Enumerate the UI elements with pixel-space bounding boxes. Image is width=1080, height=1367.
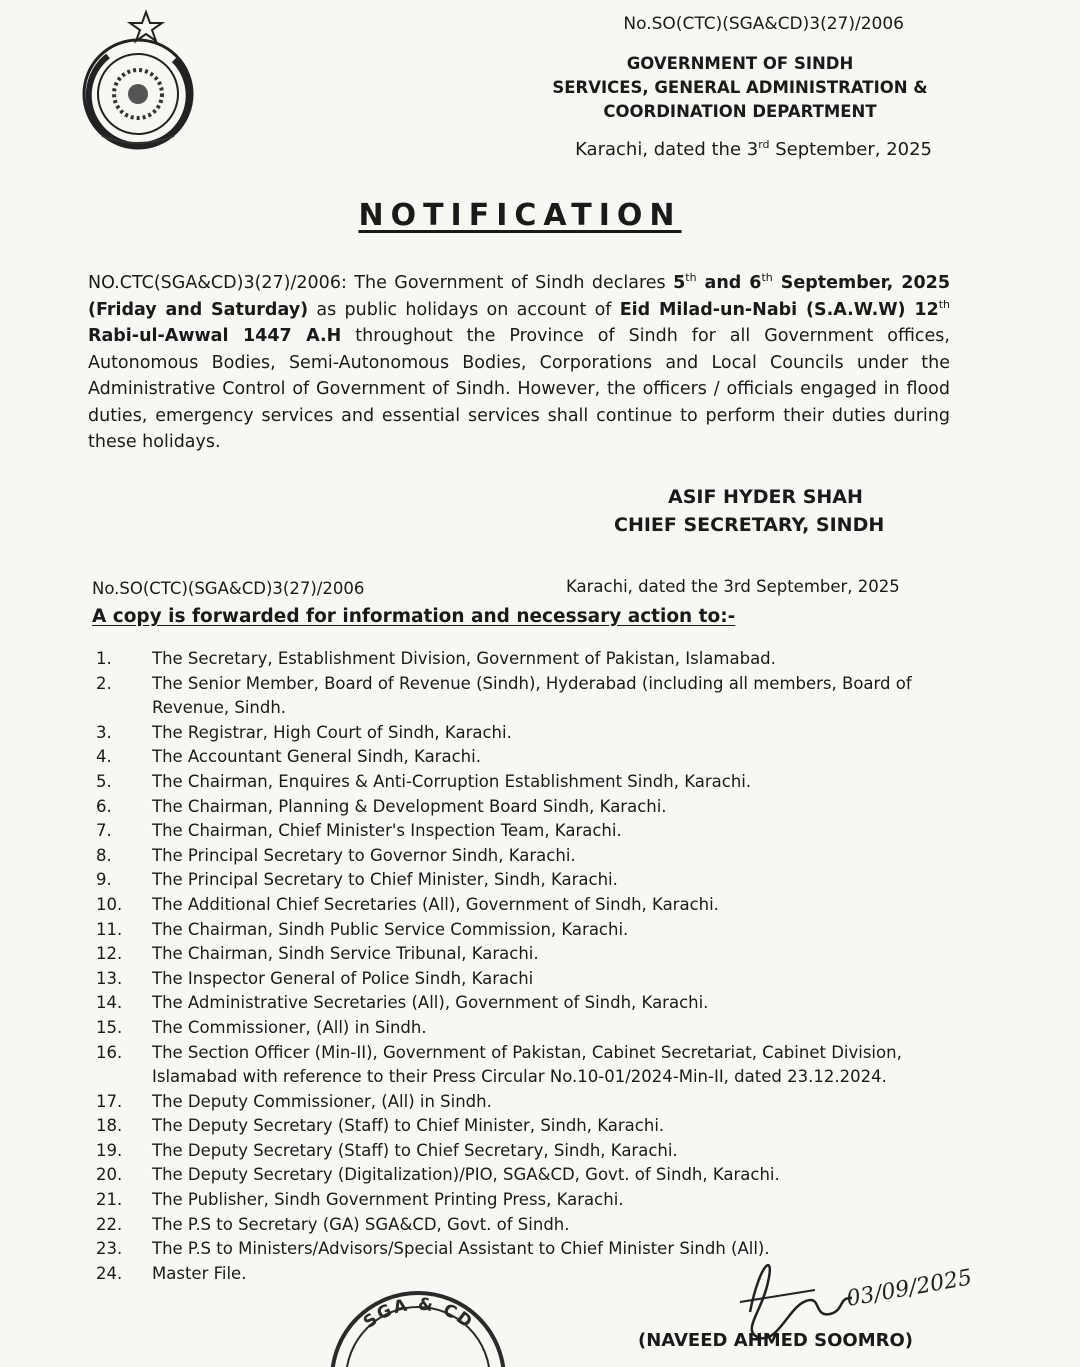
- distribution-item: [96, 770, 986, 795]
- distribution-item-number: 13.: [96, 968, 123, 988]
- distribution-item: [96, 819, 986, 844]
- distribution-item-number: 6.: [96, 796, 112, 816]
- distribution-item: [96, 1041, 986, 1090]
- distribution-item-text: The Chairman, Sindh Public Service Commission, Karachi.: [152, 919, 629, 939]
- distribution-item-number: 8.: [96, 845, 112, 865]
- body-bold-5: Rabi-ul-Awwal 1447 A.H: [88, 326, 342, 346]
- distribution-item-number: 9.: [96, 870, 112, 890]
- distribution-item: [96, 967, 986, 992]
- distribution-item-text: The Chairman, Sindh Service Tribunal, Karachi.: [152, 944, 539, 964]
- distribution-item-text: The Commissioner, (All) in Sindh.: [152, 1017, 427, 1037]
- date-prefix: Karachi, dated the 3: [575, 139, 759, 160]
- notification-title: NOTIFICATION: [358, 198, 682, 233]
- distribution-item-number: 1.: [96, 649, 112, 668]
- forwarding-reference-number: No.SO(CTC)(SGA&CD)3(27)/2006: [92, 579, 365, 598]
- distribution-item-text: The Deputy Secretary (Staff) to Chief Minister, Sindh, Karachi.: [152, 1116, 665, 1136]
- distribution-item: [96, 991, 986, 1016]
- body-part-1: NO.CTC(SGA&CD)3(27)/2006: The Government of Sindh declares: [88, 273, 674, 293]
- date-suffix: September, 2025: [769, 139, 932, 160]
- department-line-2: COORDINATION DEPARTMENT: [603, 102, 877, 121]
- body-bold-3: September, 2025 (Friday and Saturday): [88, 273, 950, 320]
- distribution-item: [96, 918, 986, 943]
- distribution-item-number: 18.: [96, 1116, 123, 1136]
- department-line-1: SERVICES, GENERAL ADMINISTRATION &: [552, 78, 928, 97]
- distribution-item: [96, 844, 986, 869]
- body-bold-2: and 6: [696, 273, 762, 293]
- date-line-top: [575, 138, 932, 160]
- distribution-item-number: 5.: [96, 771, 112, 791]
- distribution-item-text: The Administrative Secretaries (All), Government of Sindh, Karachi.: [152, 993, 709, 1013]
- distribution-item: [96, 942, 986, 967]
- distribution-item-text: The Senior Member, Board of Revenue (Sindh), Hyderabad (including all members, Board of Revenue, Sindh.: [152, 673, 912, 718]
- body-part-2: as public holidays on account of: [308, 299, 620, 320]
- distribution-item-number: 11.: [96, 919, 123, 939]
- department-heading: [520, 52, 960, 124]
- distribution-item-text: The Additional Chief Secretaries (All), Government of Sindh, Karachi.: [152, 894, 719, 914]
- distribution-item-text: The Secretary, Establishment Division, Government of Pakistan, Islamabad.: [152, 649, 776, 668]
- distribution-item-number: 15.: [96, 1017, 123, 1037]
- distribution-item-text: The Chairman, Chief Minister's Inspection Team, Karachi.: [152, 821, 622, 841]
- distribution-item-number: 12.: [96, 944, 123, 964]
- distribution-item: [96, 1139, 986, 1164]
- distribution-item: [96, 1188, 986, 1213]
- distribution-item: [96, 868, 986, 893]
- distribution-item-number: 19.: [96, 1140, 123, 1160]
- distribution-item-text: The Accountant General Sindh, Karachi.: [152, 747, 481, 767]
- distribution-item-text: The Chairman, Planning & Development Board Sindh, Karachi.: [152, 796, 667, 816]
- distribution-item: [96, 1016, 986, 1041]
- distribution-item-text: The P.S to Ministers/Advisors/Special Assistant to Chief Minister Sindh (All).: [152, 1239, 770, 1259]
- svg-text:SGA & CD: [360, 1294, 477, 1333]
- distribution-item-text: The Chairman, Enquires & Anti-Corruption Establishment Sindh, Karachi.: [152, 771, 752, 791]
- distribution-item-text: The Deputy Secretary (Staff) to Chief Secretary, Sindh, Karachi.: [152, 1140, 678, 1160]
- distribution-item: [96, 1163, 986, 1188]
- distribution-item-number: 23.: [96, 1239, 123, 1259]
- distribution-item: [96, 647, 986, 672]
- distribution-item-number: 20.: [96, 1165, 123, 1185]
- distribution-item-text: The Section Officer (Min-II), Government of Pakistan, Cabinet Secretariat, Cabinet Division, Islamabad with reference to their Press Circular No.10-01/2024-Min-II, dated 23.12.2024.: [152, 1042, 902, 1087]
- distribution-item-number: 2.: [96, 673, 112, 693]
- distribution-item: [96, 1213, 986, 1238]
- distribution-item: [96, 1114, 986, 1139]
- distribution-item-number: 17.: [96, 1091, 123, 1111]
- distribution-item-number: 3.: [96, 722, 112, 742]
- bottom-signer-name: (NAVEED AHMED SOOMRO): [638, 1330, 914, 1351]
- distribution-item-text: The Principal Secretary to Chief Minister, Sindh, Karachi.: [152, 870, 618, 890]
- sgacd-stamp-icon: [318, 1287, 518, 1367]
- signatory-title: CHIEF SECRETARY, SINDH: [614, 514, 885, 536]
- forwarding-date: Karachi, dated the 3rd September, 2025: [566, 577, 900, 596]
- signature-date: 03/09/2025: [844, 1265, 974, 1312]
- sindh-government-seal-icon: [78, 10, 204, 152]
- body-sup-3: th: [938, 297, 951, 311]
- distribution-item-text: The Principal Secretary to Governor Sindh, Karachi.: [152, 845, 576, 865]
- distribution-item-text: The Inspector General of Police Sindh, Karachi: [152, 968, 534, 988]
- distribution-item: [96, 745, 986, 770]
- copy-forwarded-heading: A copy is forwarded for information and necessary action to:-: [92, 606, 736, 627]
- date-superscript: rd: [758, 138, 770, 151]
- distribution-item-number: 7.: [96, 821, 112, 841]
- body-bold-1: 5: [673, 273, 686, 293]
- body-sup-1: th: [685, 271, 697, 285]
- distribution-item-number: 16.: [96, 1042, 123, 1062]
- distribution-item-text: The P.S to Secretary (GA) SGA&CD, Govt. of Sindh.: [152, 1214, 570, 1234]
- body-part-3: throughout the Province of Sindh for all Government offices, Autonomous Bodies, Semi-Autonomous Bodies, Corporations and Local Councils under the Administrative Control of Government of Sindh. However, the officers / officials engaged in flood duties, emergency services and essential services shall continue to perform their duties during these holidays.: [88, 326, 950, 452]
- government-name: GOVERNMENT OF SINDH: [626, 54, 854, 73]
- body-bold-4: Eid Milad-un-Nabi (S.A.W.W) 12: [619, 299, 939, 320]
- distribution-item: [96, 893, 986, 918]
- signatory-name: ASIF HYDER SHAH: [668, 486, 863, 508]
- reference-number-top: No.SO(CTC)(SGA&CD)3(27)/2006: [623, 14, 904, 34]
- notification-body: [88, 270, 950, 456]
- distribution-item-text: The Deputy Commissioner, (All) in Sindh.: [152, 1091, 492, 1111]
- stamp-text: SGA & CD: [359, 1294, 478, 1334]
- distribution-item-number: 14.: [96, 993, 123, 1013]
- distribution-item-text: The Deputy Secretary (Digitalization)/PIO, SGA&CD, Govt. of Sindh, Karachi.: [152, 1165, 780, 1185]
- distribution-item: [96, 672, 986, 721]
- distribution-item-number: 24.: [96, 1263, 123, 1283]
- distribution-item: [96, 721, 986, 746]
- body-sup-2: th: [761, 271, 773, 285]
- distribution-item-text: The Registrar, High Court of Sindh, Karachi.: [152, 722, 512, 742]
- distribution-item: [96, 795, 986, 820]
- distribution-item-number: 10.: [96, 894, 123, 914]
- distribution-item-number: 4.: [96, 747, 112, 767]
- distribution-item-text: The Publisher, Sindh Government Printing Press, Karachi.: [152, 1190, 624, 1210]
- distribution-item-number: 21.: [96, 1190, 123, 1210]
- distribution-item-number: 22.: [96, 1214, 123, 1234]
- distribution-item: [96, 1090, 986, 1115]
- distribution-list: [96, 647, 986, 1286]
- distribution-item-text: Master File.: [152, 1263, 247, 1283]
